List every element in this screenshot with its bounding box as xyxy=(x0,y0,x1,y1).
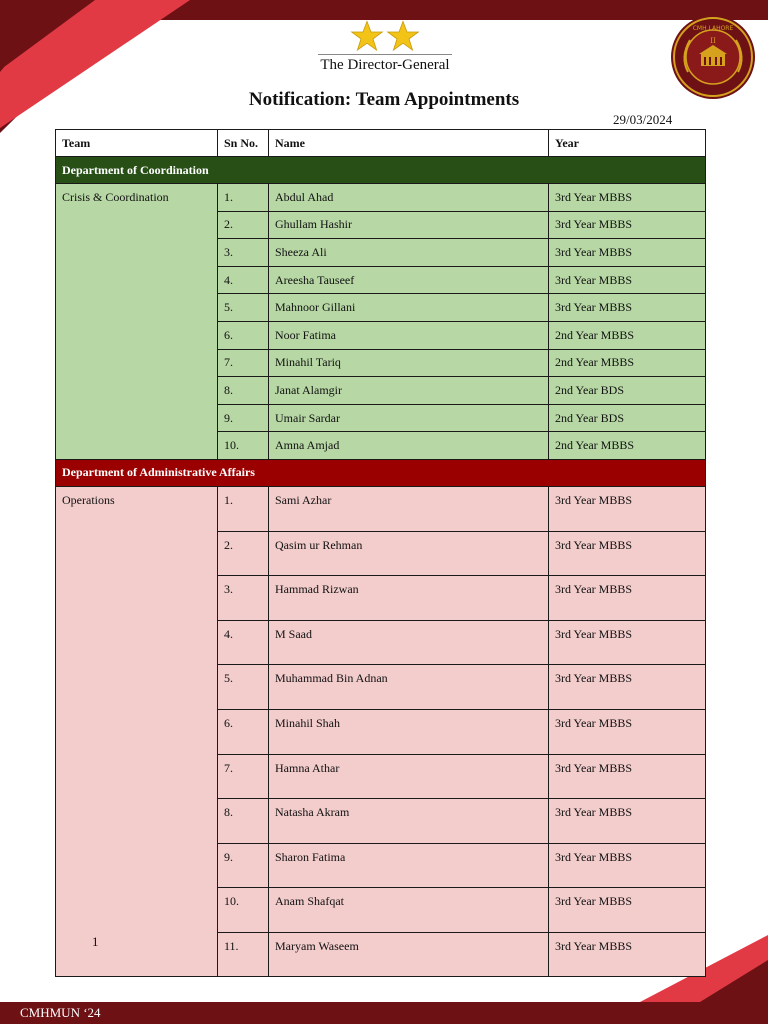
department-title: Department of Coordination xyxy=(56,157,706,184)
appointments-table xyxy=(55,129,706,977)
department-title: Department of Administrative Affairs xyxy=(56,459,706,486)
member-name-cell: Mahnoor Gillani xyxy=(269,294,549,322)
page-title: Notification: Team Appointments xyxy=(248,89,520,110)
member-name-cell: Janat Alamgir xyxy=(269,377,549,405)
serial-number-cell: 9. xyxy=(218,843,269,888)
serial-number-cell: 2. xyxy=(218,531,269,576)
serial-number-cell: 8. xyxy=(218,799,269,844)
serial-number-cell: 10. xyxy=(218,888,269,933)
member-year-cell: 3rd Year MBBS xyxy=(549,888,706,933)
team-name-cell: Operations xyxy=(56,486,218,977)
member-name-cell: Qasim ur Rehman xyxy=(269,531,549,576)
member-year-cell: 3rd Year MBBS xyxy=(549,486,706,531)
member-name-cell: Natasha Akram xyxy=(269,799,549,844)
table-row xyxy=(56,486,706,531)
member-year-cell: 3rd Year MBBS xyxy=(549,239,706,267)
member-year-cell: 3rd Year MBBS xyxy=(549,665,706,710)
member-name-cell: Sami Azhar xyxy=(269,486,549,531)
member-year-cell: 3rd Year MBBS xyxy=(549,531,706,576)
member-name-cell: M Saad xyxy=(269,620,549,665)
member-name-cell: Sheeza Ali xyxy=(269,239,549,267)
serial-number-cell: 8. xyxy=(218,377,269,405)
notification-date: 29/03/2024 xyxy=(613,112,673,127)
star-icon xyxy=(386,20,420,52)
column-header-team: Team xyxy=(56,130,218,157)
serial-number-cell: 1. xyxy=(218,184,269,212)
team-name-cell: Crisis & Coordination xyxy=(56,184,218,460)
member-year-cell: 3rd Year MBBS xyxy=(549,754,706,799)
serial-number-cell: 11. xyxy=(218,932,269,977)
member-name-cell: Maryam Waseem xyxy=(269,932,549,977)
member-name-cell: Muhammad Bin Adnan xyxy=(269,665,549,710)
member-name-cell: Amna Amjad xyxy=(269,432,549,460)
member-year-cell: 3rd Year MBBS xyxy=(549,184,706,212)
serial-number-cell: 3. xyxy=(218,239,269,267)
footer-event-label: CMHMUN ‘24 xyxy=(20,1005,101,1020)
serial-number-cell: 7. xyxy=(218,754,269,799)
member-year-cell: 3rd Year MBBS xyxy=(549,932,706,977)
serial-number-cell: 4. xyxy=(218,620,269,665)
serial-number-cell: 2. xyxy=(218,211,269,239)
column-header-sn: Sn No. xyxy=(218,130,269,157)
top-left-maroon-corner xyxy=(0,0,135,133)
member-name-cell: Abdul Ahad xyxy=(269,184,549,212)
department-row xyxy=(56,157,706,184)
member-name-cell: Hamna Athar xyxy=(269,754,549,799)
footer-band xyxy=(0,1002,768,1024)
member-name-cell: Hammad Rizwan xyxy=(269,576,549,621)
top-left-inner-maroon xyxy=(0,0,95,70)
serial-number-cell: 5. xyxy=(218,665,269,710)
member-name-cell: Minahil Shah xyxy=(269,709,549,754)
seal-logo-icon xyxy=(670,14,756,100)
member-year-cell: 3rd Year MBBS xyxy=(549,620,706,665)
serial-number-cell: 6. xyxy=(218,709,269,754)
member-name-cell: Ghullam Hashir xyxy=(269,211,549,239)
serial-number-cell: 3. xyxy=(218,576,269,621)
member-year-cell: 3rd Year MBBS xyxy=(549,211,706,239)
director-title: The Director-General xyxy=(320,57,450,73)
member-year-cell: 2nd Year BDS xyxy=(549,377,706,405)
member-year-cell: 3rd Year MBBS xyxy=(549,843,706,888)
member-year-cell: 2nd Year BDS xyxy=(549,404,706,432)
star-icon xyxy=(350,20,384,52)
department-row xyxy=(56,459,706,486)
member-year-cell: 2nd Year MBBS xyxy=(549,321,706,349)
serial-number-cell: 10. xyxy=(218,432,269,460)
member-year-cell: 3rd Year MBBS xyxy=(549,266,706,294)
member-name-cell: Noor Fatima xyxy=(269,321,549,349)
bottom-right-maroon-corner xyxy=(700,960,768,1002)
director-divider xyxy=(318,54,452,55)
member-name-cell: Areesha Tauseef xyxy=(269,266,549,294)
serial-number-cell: 7. xyxy=(218,349,269,377)
top-maroon-band xyxy=(0,0,768,20)
seal-text: CMH LAHORE xyxy=(692,25,734,32)
serial-number-cell: 6. xyxy=(218,321,269,349)
serial-number-cell: 4. xyxy=(218,266,269,294)
page-number: 1 xyxy=(92,934,99,949)
member-year-cell: 3rd Year MBBS xyxy=(549,576,706,621)
member-name-cell: Sharon Fatima xyxy=(269,843,549,888)
member-year-cell: 2nd Year MBBS xyxy=(549,349,706,377)
table-row xyxy=(56,184,706,212)
column-header-year: Year xyxy=(549,130,706,157)
serial-number-cell: 5. xyxy=(218,294,269,322)
member-name-cell: Umair Sardar xyxy=(269,404,549,432)
seal-roman: II xyxy=(710,37,716,45)
column-header-name: Name xyxy=(269,130,549,157)
member-year-cell: 3rd Year MBBS xyxy=(549,799,706,844)
director-block xyxy=(318,20,452,74)
member-name-cell: Minahil Tariq xyxy=(269,349,549,377)
member-name-cell: Anam Shafqat xyxy=(269,888,549,933)
serial-number-cell: 9. xyxy=(218,404,269,432)
rank-stars xyxy=(318,20,452,52)
member-year-cell: 2nd Year MBBS xyxy=(549,432,706,460)
member-year-cell: 3rd Year MBBS xyxy=(549,709,706,754)
member-year-cell: 3rd Year MBBS xyxy=(549,294,706,322)
table-body xyxy=(56,157,706,977)
table-header-row xyxy=(56,130,706,157)
serial-number-cell: 1. xyxy=(218,486,269,531)
